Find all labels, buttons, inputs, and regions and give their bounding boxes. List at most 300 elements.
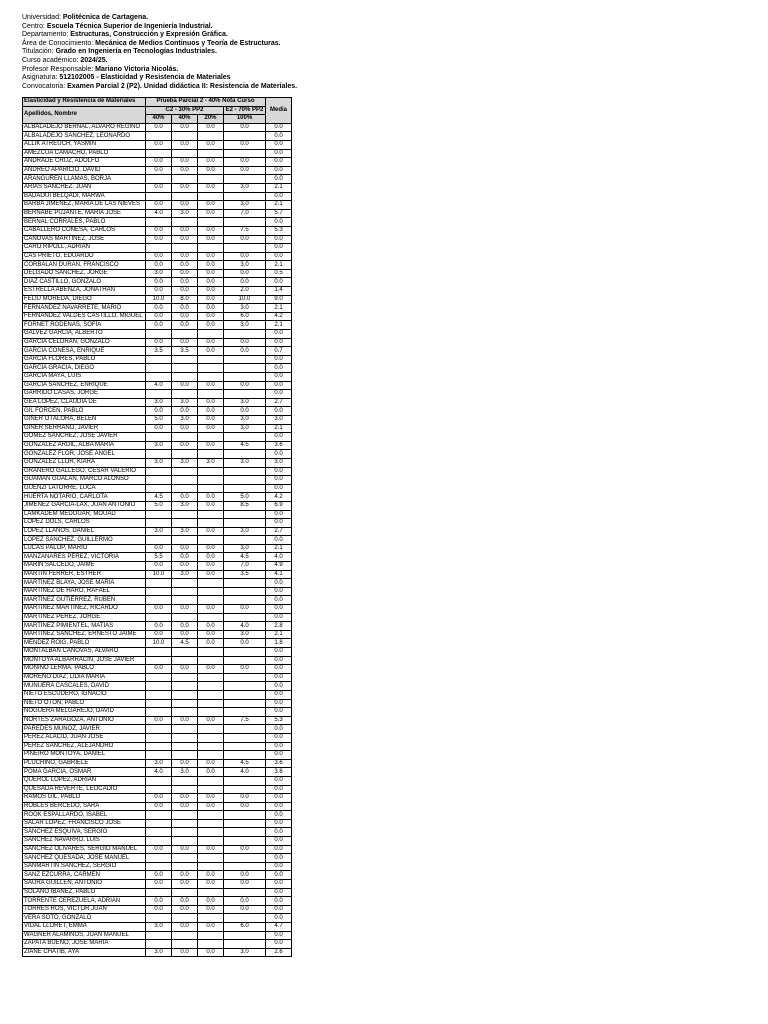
student-name-cell: ESTRELLA ABENZA, JONATHAN	[23, 287, 146, 296]
average-cell: 2.1	[266, 321, 292, 330]
average-cell: 0.0	[266, 914, 292, 923]
average-cell: 4.2	[266, 312, 292, 321]
average-cell: 0.0	[266, 888, 292, 897]
grade-cell: 3.0	[224, 424, 266, 433]
grade-cell: 0.0	[198, 140, 224, 149]
grade-cell: 3.0	[172, 501, 198, 510]
grade-cell	[198, 648, 224, 657]
grade-cell: 0.0	[146, 252, 172, 261]
grade-cell: 10.0	[146, 570, 172, 579]
student-name-cell: GARCÍA GRACIA, DIEGO	[23, 364, 146, 373]
grade-cell: 0.0	[198, 226, 224, 235]
student-name-cell: SANMARTÍN SÁNCHEZ, SERGIO	[23, 862, 146, 871]
table-row	[23, 527, 292, 536]
average-cell: 0.0	[266, 819, 292, 828]
grade-cell: 0.0	[172, 381, 198, 390]
grade-cell: 0.0	[172, 630, 198, 639]
table-row	[23, 725, 292, 734]
student-name-cell: LAMKADEM MEDOUAR, MOUAD	[23, 510, 146, 519]
grade-cell	[224, 579, 266, 588]
student-name-cell: MUÑUERA CASCALES, DAVID	[23, 682, 146, 691]
average-cell: 0.0	[266, 785, 292, 794]
grade-cell	[172, 467, 198, 476]
grade-cell	[198, 364, 224, 373]
grade-cell: 0.0	[146, 605, 172, 614]
average-cell: 0.0	[266, 510, 292, 519]
grade-cell	[198, 596, 224, 605]
grade-cell	[146, 751, 172, 760]
average-cell: 0.0	[266, 871, 292, 880]
grade-cell	[146, 854, 172, 863]
grade-cell: 0.0	[224, 880, 266, 889]
grade-cell: 0.0	[146, 312, 172, 321]
table-row	[23, 862, 292, 871]
student-name-cell: GONZÁLEZ LLOR, KIARA	[23, 458, 146, 467]
grade-cell: 4.5	[224, 759, 266, 768]
grade-cell: 0.0	[172, 269, 198, 278]
grade-cell: 0.0	[172, 287, 198, 296]
grade-cell	[224, 742, 266, 751]
grade-cell	[146, 733, 172, 742]
grade-cell	[198, 733, 224, 742]
student-name-cell: LÓPEZ LLANOS, DANIEL	[23, 527, 146, 536]
average-cell: 0.0	[266, 140, 292, 149]
grade-cell: 0.0	[198, 183, 224, 192]
table-row	[23, 905, 292, 914]
average-cell: 0.0	[266, 364, 292, 373]
table-row	[23, 510, 292, 519]
grade-cell	[224, 888, 266, 897]
average-cell: 9.0	[266, 295, 292, 304]
average-cell: 0.0	[266, 579, 292, 588]
grade-cell: 0.0	[224, 166, 266, 175]
grade-cell: 8.0	[172, 295, 198, 304]
grade-cell: 0.0	[146, 630, 172, 639]
student-name-cell: MARTÍNEZ PÉREZ, JORGE	[23, 613, 146, 622]
grade-cell: 10.0	[224, 295, 266, 304]
grade-cell: 0.0	[146, 665, 172, 674]
average-cell: 3.6	[266, 441, 292, 450]
grade-cell: 0.0	[172, 321, 198, 330]
grade-cell	[224, 536, 266, 545]
grade-cell: 0.0	[146, 166, 172, 175]
table-row	[23, 175, 292, 184]
average-cell: 2.1	[266, 261, 292, 270]
grade-cell	[224, 733, 266, 742]
grade-cell	[198, 914, 224, 923]
student-name-cell: ALLIK ATREUCH, YASMIN	[23, 140, 146, 149]
student-name-cell: FELIU MOREDA, DIEGO	[23, 295, 146, 304]
grade-cell: 0.0	[224, 794, 266, 803]
table-row	[23, 536, 292, 545]
grade-cell	[198, 536, 224, 545]
grade-cell: 6.0	[224, 312, 266, 321]
grade-cell: 0.0	[146, 880, 172, 889]
grade-cell	[172, 476, 198, 485]
grade-cell	[172, 819, 198, 828]
table-row	[23, 613, 292, 622]
average-cell: 0.0	[266, 175, 292, 184]
grade-cell: 3.0	[172, 768, 198, 777]
grade-cell: 0.0	[198, 501, 224, 510]
average-cell: 0.0	[266, 733, 292, 742]
grade-cell: 0.0	[224, 605, 266, 614]
grade-cell: 3.0	[224, 398, 266, 407]
average-cell: 2.1	[266, 304, 292, 313]
student-name-cell: AMEZCUA CAMACHO, PABLO	[23, 149, 146, 158]
grade-cell: 0.0	[198, 544, 224, 553]
grade-cell: 0.0	[198, 759, 224, 768]
grade-cell	[172, 725, 198, 734]
average-cell: 0.0	[266, 837, 292, 846]
average-cell: 0.0	[266, 725, 292, 734]
average-cell: 0.0	[266, 708, 292, 717]
grade-cell	[198, 355, 224, 364]
average-cell: 0.0	[266, 673, 292, 682]
average-cell: 0.0	[266, 355, 292, 364]
grade-cell: 0.0	[172, 905, 198, 914]
grade-cell: 0.0	[146, 123, 172, 132]
student-name-cell: NORTES ZARAGOZA, ANTONIO	[23, 716, 146, 725]
grade-cell	[146, 673, 172, 682]
info-label: Titulación:	[22, 48, 56, 56]
table-row	[23, 828, 292, 837]
student-name-cell: GIL FORCEN, PABLO	[23, 407, 146, 416]
grade-cell	[172, 648, 198, 657]
grade-cell: 3.0	[146, 527, 172, 536]
average-cell: 3.6	[266, 768, 292, 777]
grade-cell: 0.0	[198, 871, 224, 880]
table-row	[23, 433, 292, 442]
table-row	[23, 888, 292, 897]
grade-cell	[198, 656, 224, 665]
grade-cell	[224, 811, 266, 820]
weight-header: 100%	[224, 115, 266, 124]
grade-cell	[224, 175, 266, 184]
average-cell: 3.6	[266, 759, 292, 768]
grade-cell: 4.5	[224, 441, 266, 450]
grade-cell: 5.0	[224, 493, 266, 502]
table-row	[23, 140, 292, 149]
grade-cell: 0.0	[198, 768, 224, 777]
student-name-cell: NOGUERA MELGAREJO, DAVID	[23, 708, 146, 717]
table-row	[23, 785, 292, 794]
grade-cell: 0.0	[198, 948, 224, 957]
grade-cell	[146, 510, 172, 519]
grade-cell	[172, 433, 198, 442]
grade-cell	[146, 914, 172, 923]
average-cell: 5.7	[266, 209, 292, 218]
grade-cell: 3.0	[146, 398, 172, 407]
info-line	[22, 23, 297, 32]
table-row	[23, 252, 292, 261]
grade-cell: 0.0	[146, 407, 172, 416]
grade-cell: 3.0	[224, 458, 266, 467]
info-line	[22, 83, 297, 92]
grade-cell	[198, 390, 224, 399]
grade-cell	[224, 330, 266, 339]
grade-cell	[224, 192, 266, 201]
grade-cell: 0.0	[198, 209, 224, 218]
grade-cell	[224, 355, 266, 364]
student-name-cell: SÁNCHEZ NAVARRO, LUIS	[23, 837, 146, 846]
grade-cell: 0.0	[198, 269, 224, 278]
table-row	[23, 751, 292, 760]
grade-cell	[146, 940, 172, 949]
grade-cell: 10.0	[146, 295, 172, 304]
student-name-cell: GARCÍA MAYA, LUIS	[23, 373, 146, 382]
grade-cell	[146, 648, 172, 657]
student-name-cell: QUEROL LÓPEZ, ADRIÁN	[23, 776, 146, 785]
table-row	[23, 673, 292, 682]
table-row	[23, 321, 292, 330]
student-name-cell: PÉREZ SÁNCHEZ, ALEJANDRO	[23, 742, 146, 751]
average-cell: 3.0	[266, 415, 292, 424]
grade-cell	[198, 476, 224, 485]
table-row	[23, 123, 292, 132]
grade-cell: 0.0	[172, 140, 198, 149]
grade-cell: 0.0	[198, 312, 224, 321]
grade-cell	[172, 536, 198, 545]
grade-cell: 3.0	[172, 415, 198, 424]
table-row	[23, 381, 292, 390]
grade-cell: 0.0	[146, 905, 172, 914]
grade-cell: 0.0	[198, 304, 224, 313]
student-name-cell: MARÍN SALCEDO, JAIME	[23, 562, 146, 571]
info-label: Curso académico:	[22, 56, 81, 64]
info-value: 2024/25.	[80, 56, 108, 64]
table-row	[23, 579, 292, 588]
grade-cell: 0.0	[224, 338, 266, 347]
grade-cell: 4.0	[224, 622, 266, 631]
grade-cell: 0.0	[146, 871, 172, 880]
grade-cell: 3.0	[224, 527, 266, 536]
grade-cell: 4.0	[146, 381, 172, 390]
weight-header: 40%	[172, 115, 198, 124]
grade-cell: 3.0	[224, 948, 266, 957]
student-name-cell: ALBALADEJO SÁNCHEZ, LEONARDO	[23, 132, 146, 141]
grade-cell	[146, 467, 172, 476]
grade-cell	[198, 819, 224, 828]
table-row	[23, 733, 292, 742]
table-row	[23, 562, 292, 571]
grade-cell: 0.0	[146, 622, 172, 631]
grade-cell	[224, 484, 266, 493]
grade-cell: 0.0	[198, 235, 224, 244]
grade-cell: 0.0	[224, 235, 266, 244]
grade-cell	[198, 579, 224, 588]
student-name-cell: GARCÍA CELDRÁN, GONZALO	[23, 338, 146, 347]
grade-cell	[224, 725, 266, 734]
grade-cell	[224, 149, 266, 158]
grade-cell: 0.0	[172, 493, 198, 502]
average-cell: 0.0	[266, 596, 292, 605]
c2-header: C2 - 30% PP2	[146, 106, 224, 115]
student-name-cell: MARTÍNEZ SÁNCHEZ, ERNESTO JAIME	[23, 630, 146, 639]
grade-cell: 0.0	[172, 948, 198, 957]
grade-cell: 0.0	[146, 226, 172, 235]
student-name-cell: GINER OTÁLORA, BELÉN	[23, 415, 146, 424]
grade-cell	[172, 931, 198, 940]
student-name-cell: LÓPEZ SÁNCHEZ, GUILLERMO	[23, 536, 146, 545]
grade-cell	[224, 914, 266, 923]
table-row	[23, 192, 292, 201]
average-cell: 2.1	[266, 630, 292, 639]
grade-cell: 0.0	[198, 553, 224, 562]
average-cell: 5.3	[266, 716, 292, 725]
table-row	[23, 871, 292, 880]
grade-cell: 0.0	[198, 407, 224, 416]
average-cell: 1.8	[266, 639, 292, 648]
grade-cell	[198, 931, 224, 940]
grade-cell	[146, 828, 172, 837]
average-cell: 0.0	[266, 158, 292, 167]
grade-cell	[172, 244, 198, 253]
grade-cell	[146, 613, 172, 622]
grade-cell: 0.0	[172, 622, 198, 631]
student-name-cell: ANDRADE CRUZ, ADOLFO	[23, 158, 146, 167]
student-name-cell: MARTÍNEZ PIMIENTEL, MATÍAS	[23, 622, 146, 631]
average-cell: 0.0	[266, 931, 292, 940]
average-cell: 2.1	[266, 183, 292, 192]
student-name-cell: TORRENTE CEREZUELA, ADRIÁN	[23, 897, 146, 906]
grade-cell: 3.0	[146, 458, 172, 467]
info-line	[22, 66, 297, 75]
grade-cell: 4.0	[224, 768, 266, 777]
grade-cell	[172, 751, 198, 760]
grade-cell: 0.0	[146, 201, 172, 210]
grade-cell	[224, 218, 266, 227]
grade-cell: 0.0	[198, 201, 224, 210]
grade-cell	[172, 450, 198, 459]
table-row	[23, 201, 292, 210]
grade-cell: 0.0	[146, 562, 172, 571]
name-header: Apellidos, Nombre	[23, 106, 146, 123]
grade-cell	[172, 811, 198, 820]
table-row	[23, 226, 292, 235]
grade-cell: 0.0	[172, 544, 198, 553]
grade-cell	[172, 519, 198, 528]
grade-cell: 0.0	[172, 407, 198, 416]
table-row	[23, 622, 292, 631]
table-row	[23, 304, 292, 313]
table-row	[23, 149, 292, 158]
table-row	[23, 467, 292, 476]
table-row	[23, 484, 292, 493]
table-row	[23, 639, 292, 648]
average-cell: 5.3	[266, 226, 292, 235]
grade-cell: 0.0	[224, 897, 266, 906]
grade-cell: 0.0	[198, 716, 224, 725]
grade-cell	[198, 690, 224, 699]
grade-cell	[172, 355, 198, 364]
table-row	[23, 244, 292, 253]
table-row	[23, 501, 292, 510]
student-name-cell: GEA LÓPEZ, CLAUDIA DE	[23, 398, 146, 407]
grade-cell	[224, 776, 266, 785]
grade-cell	[146, 579, 172, 588]
grade-cell: 3.0	[198, 458, 224, 467]
grade-cell: 3.0	[224, 630, 266, 639]
student-name-cell: BADAOUI BELQADI, MARWA	[23, 192, 146, 201]
grade-cell: 0.0	[198, 622, 224, 631]
grade-cell	[224, 708, 266, 717]
grade-cell	[224, 837, 266, 846]
student-name-cell: FORNET RÓDENAS, SOFÍA	[23, 321, 146, 330]
student-name-cell: GÁLVEZ GARCÍA, ALBERTO	[23, 330, 146, 339]
grade-cell	[172, 733, 198, 742]
grade-cell: 0.0	[224, 140, 266, 149]
grade-cell	[146, 149, 172, 158]
grade-cell: 3.0	[224, 201, 266, 210]
grade-cell	[146, 484, 172, 493]
grade-cell: 4.0	[146, 768, 172, 777]
grade-cell: 0.0	[224, 665, 266, 674]
student-name-cell: DELGADO SÁNCHEZ, JORGE	[23, 269, 146, 278]
student-name-cell: MARTÍN FERRER, ESTHER	[23, 570, 146, 579]
student-name-cell: WAGNER ALAMINOS, JUAN MANUEL	[23, 931, 146, 940]
grade-cell	[146, 811, 172, 820]
table-row	[23, 845, 292, 854]
grade-cell	[146, 364, 172, 373]
student-name-cell: POMA GARCÍA, OSMAR	[23, 768, 146, 777]
grade-cell	[224, 648, 266, 657]
info-label: Universidad:	[22, 14, 63, 21]
info-label: Convocatoria:	[22, 82, 68, 90]
grade-cell: 0.0	[146, 897, 172, 906]
info-label: Asignatura:	[22, 74, 60, 82]
grade-cell	[172, 656, 198, 665]
grade-cell: 4.0	[146, 209, 172, 218]
table-row	[23, 742, 292, 751]
table-row	[23, 776, 292, 785]
grade-cell	[172, 613, 198, 622]
table-row	[23, 880, 292, 889]
table-row	[23, 940, 292, 949]
grade-cell	[198, 519, 224, 528]
grade-cell	[224, 450, 266, 459]
student-name-cell: GUENZI LATORRE, LUCA	[23, 484, 146, 493]
average-cell: 0.0	[266, 390, 292, 399]
grade-cell: 3.5	[172, 347, 198, 356]
average-cell: 0.0	[266, 373, 292, 382]
grade-cell	[146, 682, 172, 691]
grade-cell	[146, 244, 172, 253]
grade-cell: 0.0	[146, 424, 172, 433]
table-row	[23, 493, 292, 502]
grade-cell	[146, 132, 172, 141]
grade-cell	[198, 132, 224, 141]
grade-cell	[198, 613, 224, 622]
grade-cell: 0.0	[224, 347, 266, 356]
grade-cell	[224, 476, 266, 485]
table-row	[23, 699, 292, 708]
average-cell: 0.0	[266, 811, 292, 820]
grade-cell: 10.0	[146, 639, 172, 648]
average-header: Media	[266, 98, 292, 124]
student-name-cell: BERNAL CORRALES, PABLO	[23, 218, 146, 227]
grade-cell	[172, 484, 198, 493]
grade-cell: 0.0	[146, 287, 172, 296]
grade-cell	[224, 931, 266, 940]
grade-cell: 3.0	[224, 321, 266, 330]
grade-cell	[146, 596, 172, 605]
student-name-cell: MÉNDEZ ROIG, PABLO	[23, 639, 146, 648]
grade-cell	[172, 690, 198, 699]
grade-cell	[198, 450, 224, 459]
average-cell: 0.0	[266, 751, 292, 760]
grade-cell	[146, 192, 172, 201]
